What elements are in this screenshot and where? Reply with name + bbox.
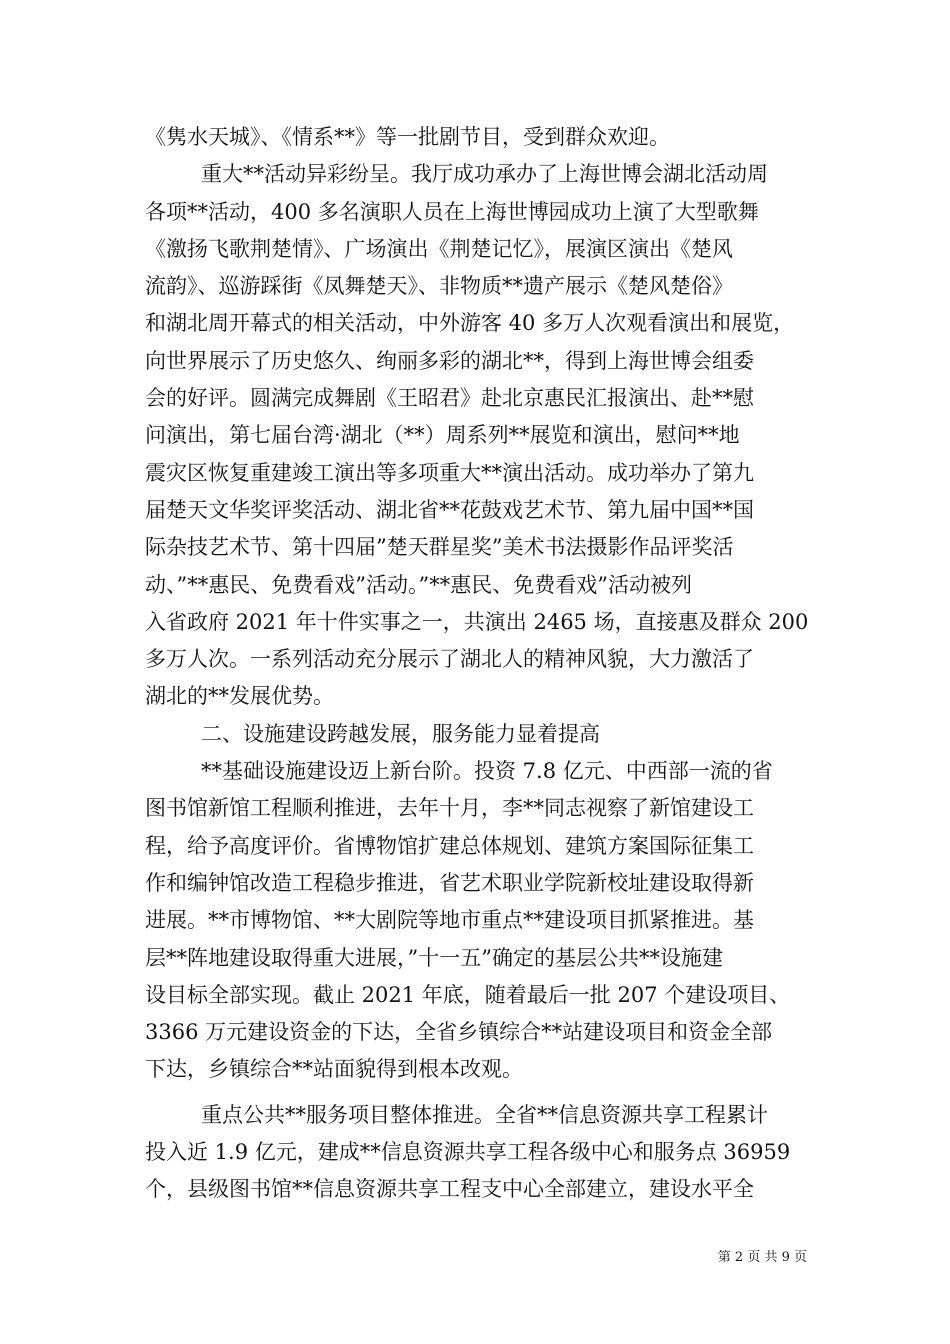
text-line: 际杂技艺术节、第十四届”楚天群星奖”美术书法摄影作品评奖活: [145, 535, 734, 560]
text-line: 和湖北周开幕式的相关活动，中外游客 40 多万人次观看演出和展览，: [145, 311, 795, 336]
text-line: 层**阵地建设取得重大进展，”十一五”确定的基层公共**设施建: [145, 945, 723, 970]
text-line: 流韵》、巡游踩街《凤舞楚天》、非物质**遗产展示《楚风楚俗》: [145, 274, 733, 299]
text-line: 3366 万元建设资金的下达，全省乡镇综合**站建设项目和资金全部: [145, 1020, 773, 1045]
text-line: 向世界展示了历史悠久、绚丽多彩的湖北**，得到上海世博会组委: [145, 348, 754, 373]
text-line: 个，县级图书馆**信息资源共享工程支中心全部建立，建设水平全: [145, 1177, 754, 1202]
paragraph-start: 重大**活动异彩纷呈。我厅成功承办了上海世博会湖北活动周: [201, 162, 768, 187]
text-line: 进展。**市博物馆、**大剧院等地市重点**建设项目抓紧推进。基: [145, 908, 754, 933]
text-line: 动、”**惠民、免费看戏”活动。”**惠民、免费看戏”活动被列: [145, 572, 692, 597]
text-line: 多万人次。一系列活动充分展示了湖北人的精神风貌，大力激活了: [145, 647, 754, 672]
text-line: 湖北的**发展优势。: [145, 684, 334, 709]
page-footer: [0, 1246, 950, 1265]
document-body: [145, 119, 815, 1209]
text-line: 《激扬飞歌荆楚情》、广场演出《荆楚记忆》，展演区演出《楚风: [145, 236, 733, 261]
text-line: 届楚天文华奖评奖活动、湖北省**花鼓戏艺术节、第九届中国**国: [145, 497, 754, 522]
text-line: 入省政府 2021 年十件实事之一，共演出 2465 场，直接惠及群众 200: [145, 609, 809, 634]
section-heading: 二、设施建设跨越发展，服务能力显着提高: [201, 721, 600, 746]
text-line: 投入近 1.9 亿元，建成**信息资源共享工程各级中心和服务点 36959: [145, 1140, 791, 1165]
text-line: 会的好评。圆满完成舞剧《王昭君》赴北京惠民汇报演出、赴**慰: [145, 386, 754, 411]
text-line: 设目标全部实现。截止 2021 年底，随着最后一批 207 个建设项目、: [145, 982, 791, 1007]
paragraph-gap: [145, 1089, 815, 1097]
text-line: 下达，乡镇综合**站面貌得到根本改观。: [145, 1057, 523, 1082]
text-line: 图书馆新馆工程顺利推进，去年十月，李**同志视察了新馆建设工: [145, 796, 754, 821]
paragraph-start: **基础设施建设迈上新台阶。投资 7.8 亿元、中西部一流的省: [201, 759, 773, 784]
text-line: 震灾区恢复重建竣工演出等多项重大**演出活动。成功举办了第九: [145, 460, 754, 485]
text-line: 问演出，第七届台湾·湖北（**）周系列**展览和演出，慰问**地: [145, 423, 740, 448]
text-line: 《隽水天城》、《情系**》等一批剧节目，受到群众欢迎。: [145, 125, 670, 149]
text-line: 各项**活动，400 多名演职人员在上海世博园成功上演了大型歌舞: [145, 199, 759, 224]
text-line: 程，给予高度评价。省博物馆扩建总体规划、建筑方案国际征集工: [145, 833, 754, 858]
text-line: 作和编钟馆改造工程稳步推进，省艺术职业学院新校址建设取得新: [145, 870, 754, 895]
page-number: 第 2 页 共 9 页: [717, 1250, 807, 1265]
paragraph-start: 重点公共**服务项目整体推进。全省**信息资源共享工程累计: [201, 1102, 768, 1127]
